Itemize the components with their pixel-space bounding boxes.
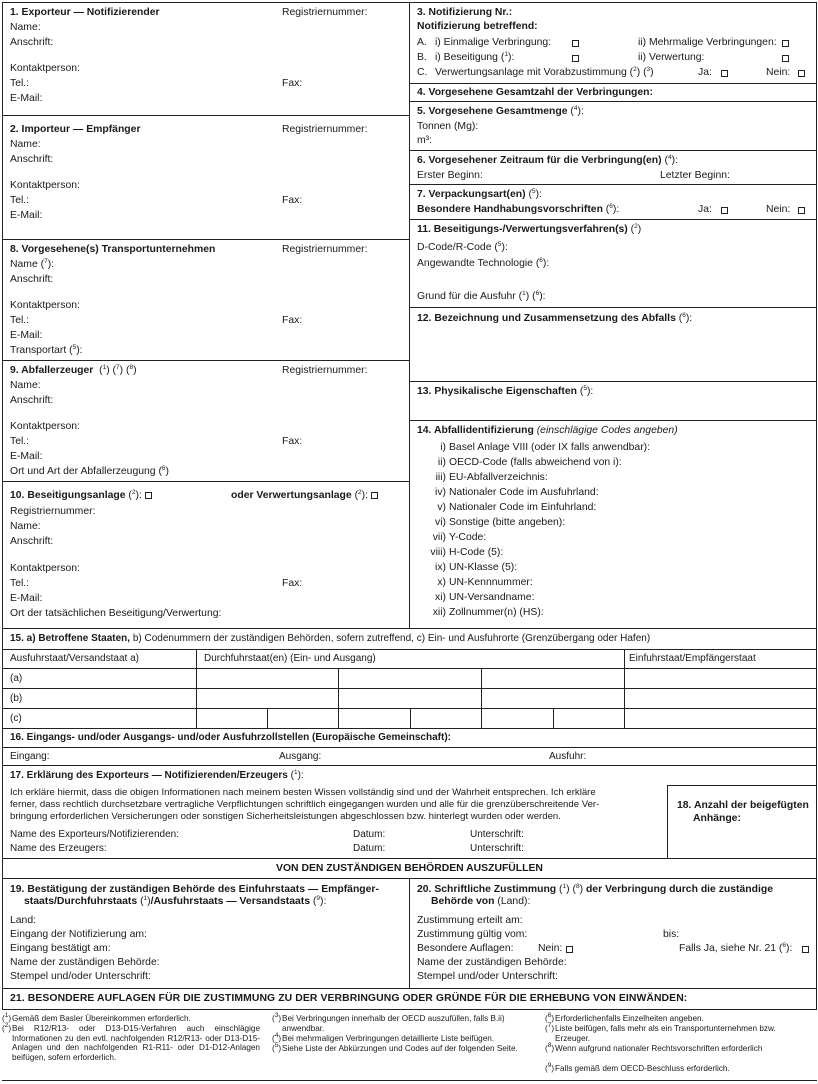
- cell-import-a[interactable]: [626, 669, 814, 687]
- pre-consented-yes-checkbox[interactable]: [721, 70, 728, 77]
- export-reason-label: Grund für die Ausfuhr: [417, 291, 516, 302]
- waste-id-item[interactable]: [410, 607, 810, 621]
- footnote-text: Bei mehrmaligen Verbringungen detaillierte Liste beifügen.: [282, 1034, 495, 1043]
- box-3-single-shipment: [435, 37, 551, 49]
- conditions-no-label: Nein:: [538, 943, 563, 954]
- footnote-text: Wenn aufgrund nationaler Rechtsvorschriften erforderlich: [555, 1044, 763, 1053]
- col-export-state: Ausfuhrstaat/Versandstaat a): [10, 653, 139, 664]
- box-7-packaging: [409, 184, 817, 220]
- box-9-fax-field[interactable]: Fax:: [282, 436, 303, 447]
- box-2-title: 2. Importeur — Empfänger: [10, 124, 141, 135]
- authority-section-banner: [2, 858, 817, 879]
- box-18-title-line2: Anhänge:: [693, 813, 741, 824]
- recovery-checkbox[interactable]: [782, 55, 789, 62]
- box-21-title: 21. BESONDERE AUFLAGEN FÜR DIE ZUSTIMMUNG ZU DER VERBRINGUNG ODER GRÜNDE FÜR DIE ERHEBUNG VON EINWÄNDEN:: [10, 993, 688, 1004]
- consent-given-field[interactable]: Zustimmung erteilt am:: [417, 915, 523, 926]
- single-shipment-label: i) Einmalige Verbringung:: [435, 37, 552, 48]
- authority-section-title: VON DEN ZUSTÄNDIGEN BEHÖRDEN AUSZUFÜLLEN: [276, 863, 543, 874]
- item-label: Nationaler Code im Ausfuhrland:: [449, 487, 599, 498]
- box-8-transport-label: Transportart: [10, 345, 67, 356]
- box-3-row-b-label: B.: [417, 52, 427, 63]
- box-20-title-line2: [431, 896, 530, 908]
- box-3-notification: [409, 2, 817, 84]
- footnote-ref: 7: [44, 258, 48, 265]
- box-1-reg-label: Registriernummer:: [282, 7, 368, 18]
- notification-received-field[interactable]: Eingang der Notifizierung am:: [10, 929, 147, 940]
- waste-id-item[interactable]: [410, 457, 810, 471]
- cell-transit-1-a[interactable]: [198, 669, 337, 687]
- box-9-title: 9. Abfallerzeuger: [10, 365, 94, 376]
- footnote-ref: 4: [667, 154, 672, 161]
- box-1-fax-field[interactable]: Fax:: [282, 78, 303, 89]
- divider: [267, 708, 268, 728]
- waste-id-item[interactable]: [410, 577, 810, 591]
- pre-consented-facility-label: Verwertungsanlage mit Vorabzustimmung ($^2$) ($^3$): [435, 66, 654, 78]
- box-20-title-line1: 20. Schriftliche Zustimmung ($^1$) ($^8$) der Verbringung durch die zuständige: [417, 883, 773, 895]
- box-8-name-label: Name: [10, 259, 38, 270]
- box-1-exporter: [2, 2, 410, 116]
- box-18-annexes[interactable]: [667, 785, 817, 859]
- footnote: ($^3$) Bei Verbringungen innerhalb der OECD auszufüllen, falls B.ii) anwendbar.: [272, 1014, 536, 1033]
- box-1-title: 1. Exporteur — Notifizierender: [10, 7, 160, 18]
- footnote-text: Liste beifügen, falls mehr als ein Transportunternehmen bzw. Erzeuger.: [555, 1024, 776, 1043]
- box-10-alt-line: oder Verwertungsanlage ($^2$):: [231, 490, 378, 502]
- export-reason-field[interactable]: Grund für die Ausfuhr ($^1$) ($^6$):: [417, 290, 546, 302]
- row-label-c: (c): [10, 713, 22, 724]
- box-4-total-shipments[interactable]: [409, 83, 817, 102]
- box-8-carrier: [2, 239, 410, 361]
- box-2-address-field[interactable]: Anschrift:: [10, 154, 54, 165]
- item-label: Basel Anlage VIII (oder IX falls anwendbar):: [449, 442, 650, 453]
- box-4-title: 4. Vorgesehene Gesamtzahl der Verbringungen:: [417, 87, 653, 98]
- footnote-ref: 6: [535, 290, 540, 297]
- box-5-total-quantity: [409, 101, 817, 151]
- conditions-yes-label: Falls Ja, siehe Nr. 21 ($^6$):: [679, 942, 793, 954]
- box-6-period: [409, 150, 817, 185]
- box-10-title: 10. Beseitigungsanlage: [10, 490, 126, 501]
- disposal-facility-checkbox[interactable]: [145, 492, 152, 499]
- stamp-signature-field[interactable]: Stempel und/oder Unterschrift:: [10, 971, 151, 982]
- footnotes: [0, 1012, 818, 1082]
- box-18-title-line1: 18. Anzahl der beigefügten: [677, 800, 809, 811]
- first-start-field[interactable]: Erster Beginn:: [417, 170, 483, 181]
- waste-id-item[interactable]: [410, 547, 810, 561]
- footnote-ref: 4: [573, 105, 578, 112]
- footnote-ref: 5: [583, 385, 587, 392]
- box-20-title-bold: Behörde von: [431, 896, 495, 907]
- item-label: UN-Klasse (5):: [449, 562, 518, 573]
- box-19-title-line1: 19. Bestätigung der zuständigen Behörde des Einfuhrstaats — Empfänger-: [10, 884, 379, 895]
- d-r-code-label: D-Code/R-Code: [417, 242, 492, 253]
- divider: [3, 747, 816, 748]
- box-10-fax-field[interactable]: Fax:: [282, 578, 303, 589]
- box-10-name-field[interactable]: Name:: [10, 521, 41, 532]
- item-label: UN-Kennnummer:: [449, 577, 533, 588]
- declaration-line: Ich erkläre hiermit, dass die obigen Informationen nach meinem besten Wissen vollständig sind und der Wahrheit entsprechen. Ich erkläre: [10, 787, 596, 798]
- box-9-origin-field[interactable]: Ort und Art der Abfallerzeugung ($^6$): [10, 465, 170, 477]
- box-20-consent: [409, 878, 817, 989]
- recovery-facility-checkbox[interactable]: [371, 492, 378, 499]
- divider: [553, 708, 554, 728]
- acknowledgement-sent-field[interactable]: Eingang bestätigt am:: [10, 943, 111, 954]
- item-label: Zollnummer(n) (HS):: [449, 607, 544, 618]
- footnote-ref: 5: [497, 241, 502, 248]
- footnote-ref: 6: [539, 257, 543, 264]
- box-14-title-line: [417, 425, 678, 437]
- declaration-line: ferner, dass rechtlich durchsetzbare vertragliche Verpflichtungen schriftlich eingegangen wurden und alle für die grenzüberschreitende Ver-: [10, 799, 600, 810]
- footnote: ($^4$) Bei mehrmaligen Verbringungen detaillierte Liste beifügen.: [272, 1034, 536, 1044]
- box-13-physical-properties[interactable]: [409, 381, 817, 421]
- box-3-subtitle: Notifizierung betreffend:: [417, 21, 538, 32]
- box-8-name-field[interactable]: Name ($^7$):: [10, 258, 55, 270]
- box-10-title-line: 10. Beseitigungsanlage ($^2$):: [10, 490, 152, 502]
- handling-yes-checkbox[interactable]: [721, 207, 728, 214]
- box-15-states: [2, 628, 817, 729]
- box-11-title: 11. Beseitigungs-/Verwertungsverfahren(s): [417, 224, 628, 235]
- footnote: ($^8$) Wenn aufgrund nationaler Rechtsvorschriften erforderlich: [545, 1044, 811, 1054]
- box-8-email-field[interactable]: E-Mail:: [10, 330, 43, 341]
- disposal-label: i) Beseitigung ($^1$):: [435, 51, 515, 63]
- box-6-title-line: 6. Vorgesehener Zeitraum für die Verbringung(en) ($^4$):: [417, 154, 678, 166]
- country-field[interactable]: Land:: [10, 915, 37, 926]
- consent-authority-name-field[interactable]: Name der zuständigen Behörde:: [417, 957, 567, 968]
- producer-signature-field[interactable]: Unterschrift:: [470, 843, 524, 854]
- box-8-address-field[interactable]: Anschrift:: [10, 274, 54, 285]
- pre-consented-no-label: Nein:: [766, 67, 791, 78]
- box-8-title: 8. Vorgesehene(s) Transportunternehmen: [10, 244, 216, 255]
- item-number: xi): [435, 592, 446, 603]
- item-number: viii): [430, 547, 446, 558]
- box-5-title: 5. Vorgesehene Gesamtmenge: [417, 106, 568, 117]
- item-label: H-Code (5):: [449, 547, 504, 558]
- box-3-row-c-label: C.: [417, 67, 428, 78]
- footnote-ref: 7: [116, 364, 120, 371]
- item-number: vi): [435, 517, 446, 528]
- box-3-title: 3. Notifizierung Nr.:: [417, 7, 513, 18]
- divider: [338, 668, 339, 728]
- cell-transit-3-a[interactable]: [483, 669, 623, 687]
- box-9-producer: [2, 360, 410, 482]
- footnote-text: Gemäß dem Basler Übereinkommen erforderlich.: [12, 1014, 191, 1023]
- consent-stamp-signature-field[interactable]: Stempel und/oder Unterschrift:: [417, 971, 558, 982]
- bottom-rule: [2, 1080, 817, 1081]
- multiple-shipments-label: ii) Mehrmalige Verbringungen:: [638, 37, 777, 48]
- footnote: ($^7$) Liste beifügen, falls mehr als ein Transportunternehmen bzw. Erzeuger.: [545, 1024, 811, 1043]
- item-number: x): [437, 577, 446, 588]
- recovery-label: ii) Verwertung:: [638, 52, 705, 63]
- box-6-title: 6. Vorgesehener Zeitraum für die Verbringung(en): [417, 155, 662, 166]
- footnote: ($^5$) Siehe Liste der Abkürzungen und Codes auf der folgenden Seite.: [272, 1044, 536, 1054]
- box-10-email-field[interactable]: E-Mail:: [10, 593, 43, 604]
- declaration-line: bringung erforderlichen Versicherungen oder sonstigen Sicherheitsleistungen abgeschlossen bzw. hinterlegt wurden oder werden.: [10, 811, 561, 822]
- box-1-address-field[interactable]: Anschrift:: [10, 37, 54, 48]
- exporter-date-field[interactable]: Datum:: [353, 829, 386, 840]
- box-14-title: 14. Abfallidentifizierung: [417, 425, 534, 436]
- footnote-text: Erforderlichenfalls Einzelheiten angeben.: [555, 1014, 704, 1023]
- handling-yes-label: Ja:: [698, 204, 712, 215]
- exporter-name-field[interactable]: Name des Exporteurs/Notifizierenden:: [10, 829, 179, 840]
- box-2-reg-label: Registriernummer:: [282, 124, 368, 135]
- box-15-title-line: [10, 633, 650, 645]
- box-9-address-field[interactable]: Anschrift:: [10, 395, 54, 406]
- pre-consented-yes-label: Ja:: [698, 67, 712, 78]
- box-12-composition[interactable]: [409, 307, 817, 382]
- box-10-contact-field[interactable]: Kontaktperson:: [10, 563, 80, 574]
- box-3-row-a-label: A.: [417, 37, 427, 48]
- exporter-signature-field[interactable]: Unterschrift:: [470, 829, 524, 840]
- pre-consented-no-checkbox[interactable]: [798, 70, 805, 77]
- footnote-ref: 6: [609, 203, 613, 210]
- item-number: xii): [432, 607, 446, 618]
- item-number: ix): [435, 562, 446, 573]
- footnote-ref: 2: [131, 489, 136, 496]
- single-shipment-checkbox[interactable]: [572, 40, 579, 47]
- box-19-acknowledgement: [2, 878, 410, 989]
- box-2-email-field[interactable]: E-Mail:: [10, 210, 43, 221]
- item-number: iii): [435, 472, 446, 483]
- item-label: Sonstige (bitte angeben):: [449, 517, 566, 528]
- box-14-hint: (einschlägige Codes angeben): [536, 425, 678, 436]
- footnote: ($^6$) Erforderlichenfalls Einzelheiten angeben.: [545, 1014, 811, 1024]
- item-label: EU-Abfallverzeichnis:: [449, 472, 548, 483]
- producer-name-field[interactable]: Name des Erzeugers:: [10, 843, 107, 854]
- item-label: UN-Versandname:: [449, 592, 535, 603]
- divider: [481, 668, 482, 728]
- footnote: ($^2$) Bei R12/R13- oder D13-D15-Verfahren auch einschlägige Informationen zu den evtl. nachfolgenden R12/R13- oder D13-D15-Anlagen und den nachfolgenden R1-R11- oder D1-D12-Anlagen beifügen, sofern erforderlich.: [2, 1022, 260, 1062]
- waste-id-item[interactable]: [410, 442, 810, 456]
- box-10-reg-field[interactable]: Registriernummer:: [10, 506, 96, 517]
- authority-name-field[interactable]: Name der zuständigen Behörde:: [10, 957, 160, 968]
- cell-transit-2-a[interactable]: [340, 669, 480, 687]
- box-2-tel-field[interactable]: Tel.:: [10, 195, 30, 206]
- box-10-tel-field[interactable]: Tel.:: [10, 578, 30, 589]
- waste-id-item[interactable]: [410, 487, 810, 501]
- box-2-fax-field[interactable]: Fax:: [282, 195, 303, 206]
- row-label-b: (b): [10, 693, 23, 704]
- footnote-ref: 1: [102, 364, 107, 371]
- producer-date-field[interactable]: Datum:: [353, 843, 386, 854]
- box-8-transport-field[interactable]: Transportart ($^5$):: [10, 344, 83, 356]
- waste-id-item[interactable]: [410, 472, 810, 486]
- box-12-title: 12. Bezeichnung und Zusammensetzung des Abfalls: [417, 313, 676, 324]
- box-8-tel-field[interactable]: Tel.:: [10, 315, 30, 326]
- box-10-facility: [2, 481, 410, 629]
- footnote-ref: 6: [161, 465, 166, 472]
- footnote-ref: 6: [682, 312, 686, 319]
- box-13-title-line: 13. Physikalische Eigenschaften ($^5$):: [417, 385, 594, 397]
- divider: [196, 649, 197, 728]
- footnote-ref: 5: [72, 344, 77, 351]
- box-17-title-line: 17. Erklärung des Exporteurs — Notifizierenden/Erzeugers ($^1$):: [10, 769, 304, 781]
- box-17-title: 17. Erklärung des Exporteurs — Notifizierenden/Erzeugers: [10, 770, 288, 781]
- footnote-text: Siehe Liste der Abkürzungen und Codes auf der folgenden Seite.: [282, 1044, 518, 1053]
- col-import-state: Einfuhrstaat/Empfängerstaat: [629, 653, 756, 664]
- handling-no-checkbox[interactable]: [798, 207, 805, 214]
- box-9-contact-field[interactable]: Kontaktperson:: [10, 421, 80, 432]
- entry-office-field[interactable]: Eingang:: [10, 751, 50, 762]
- box-1-email-field[interactable]: E-Mail:: [10, 93, 43, 104]
- divider: [3, 688, 816, 689]
- handling-line: Besondere Handhabungsvorschriften ($^6$):: [417, 203, 620, 215]
- box-1-name-field[interactable]: Name:: [10, 22, 41, 33]
- box-2-contact-field[interactable]: Kontaktperson:: [10, 180, 80, 191]
- box-12-title-line: 12. Bezeichnung und Zusammensetzung des Abfalls ($^6$):: [417, 312, 693, 324]
- disposal-checkbox[interactable]: [572, 55, 579, 62]
- box-9-name-field[interactable]: Name:: [10, 380, 41, 391]
- consent-valid-to-field[interactable]: bis:: [663, 929, 680, 940]
- box-2-name-field[interactable]: Name:: [10, 139, 41, 150]
- box-9-origin-label: Ort und Art der Abfallerzeugung: [10, 466, 156, 477]
- item-number: i): [440, 442, 446, 453]
- handling-label: Besondere Handhabungsvorschriften: [417, 204, 603, 215]
- box-11-operations: [409, 219, 817, 308]
- col-transit-states: Durchfuhrstaat(en) (Ein- und Ausgang): [204, 653, 376, 664]
- waste-id-item[interactable]: [410, 502, 810, 516]
- footnote-text: Bei Verbringungen innerhalb der OECD auszufüllen, falls B.ii) anwendbar.: [282, 1014, 505, 1033]
- footnote-ref: 5: [531, 188, 536, 195]
- multiple-shipments-checkbox[interactable]: [782, 40, 789, 47]
- box-1-tel-field[interactable]: Tel.:: [10, 78, 30, 89]
- technology-field[interactable]: Angewandte Technologie ($^6$):: [417, 257, 550, 269]
- footnote: ($^9$) Falls gemäß dem OECD-Beschluss erforderlich.: [545, 1064, 811, 1074]
- item-label: Y-Code:: [449, 532, 487, 543]
- item-number: v): [437, 502, 446, 513]
- consent-valid-from-field[interactable]: Zustimmung gültig vom:: [417, 929, 528, 940]
- conditions-yes-checkbox[interactable]: [802, 946, 809, 953]
- box-10-address-field[interactable]: Anschrift:: [10, 536, 54, 547]
- divider: [3, 649, 816, 650]
- box-8-contact-field[interactable]: Kontaktperson:: [10, 300, 80, 311]
- export-office-field[interactable]: Ausfuhr:: [549, 751, 587, 762]
- conditions-label: Besondere Auflagen:: [417, 943, 514, 954]
- box-16-customs: [2, 728, 817, 766]
- box-9-reg-label: Registriernummer:: [282, 365, 368, 376]
- item-label: Nationaler Code im Einfuhrland:: [449, 502, 597, 513]
- d-r-code-field[interactable]: D-Code/R-Code ($^5$):: [417, 241, 508, 253]
- box-13-title: 13. Physikalische Eigenschaften: [417, 386, 577, 397]
- footnote-ref: 1: [293, 769, 298, 776]
- box-19-title-line2: staats/Durchfuhrstaats ($^1$)/Ausfuhrstaats — Versandstaats ($^9$):: [24, 895, 327, 907]
- box-10-location-field[interactable]: Ort der tatsächlichen Beseitigung/Verwertung:: [10, 608, 222, 619]
- waste-id-item[interactable]: [410, 562, 810, 576]
- item-number: vii): [432, 532, 446, 543]
- last-start-field[interactable]: Letzter Beginn:: [660, 170, 730, 181]
- handling-no-label: Nein:: [766, 204, 791, 215]
- divider: [624, 649, 625, 728]
- waste-id-item[interactable]: [410, 517, 810, 531]
- box-8-reg-label: Registriernummer:: [282, 244, 368, 255]
- tonnes-field[interactable]: Tonnen (Mg):: [417, 121, 479, 132]
- box-2-importer: [2, 115, 410, 240]
- divider: [410, 708, 411, 728]
- box-8-fax-field[interactable]: Fax:: [282, 315, 303, 326]
- cubic-meters-field[interactable]: m³:: [417, 135, 433, 146]
- item-number: iv): [435, 487, 446, 498]
- box-9-email-field[interactable]: E-Mail:: [10, 451, 43, 462]
- box-20-title-rest: (Land):: [497, 896, 531, 907]
- footnote-ref: 1: [522, 290, 526, 297]
- footnote-ref: 2: [358, 489, 362, 496]
- footnote-ref: 8: [129, 364, 134, 371]
- box-11-title-line: 11. Beseitigungs-/Verwertungsverfahren(s) ($^2$): [417, 223, 642, 235]
- cell-export-a[interactable]: [31, 669, 195, 687]
- waste-id-item[interactable]: [410, 592, 810, 606]
- box-1-contact-field[interactable]: Kontaktperson:: [10, 63, 80, 74]
- item-label: OECD-Code (falls abweichend von i):: [449, 457, 622, 468]
- box-5-title-line: 5. Vorgesehene Gesamtmenge ($^4$):: [417, 105, 584, 117]
- item-number: ii): [437, 457, 446, 468]
- box-14-waste-id: [409, 420, 817, 629]
- box-15-title-rest: b) Codenummern der zuständigen Behörden, sofern zutreffend, c) Ein- und Ausfuhrorte (Grenzübergang oder Hafen): [132, 633, 651, 644]
- box-9-title-line: 9. Abfallerzeuger ($^1$) ($^7$) ($^8$): [10, 364, 137, 376]
- technology-label: Angewandte Technologie: [417, 258, 533, 269]
- row-label-a: (a): [10, 673, 23, 684]
- box-16-title: 16. Eingangs- und/oder Ausgangs- und/oder Ausfuhrzollstellen (Europäische Gemeinschaft):: [10, 732, 451, 743]
- conditions-no-checkbox[interactable]: [566, 946, 573, 953]
- box-7-title-line: 7. Verpackungsart(en) ($^5$):: [417, 188, 542, 200]
- box-7-title: 7. Verpackungsart(en): [417, 189, 526, 200]
- footnote: ($^1$) Gemäß dem Basler Übereinkommen erforderlich.: [2, 1014, 260, 1024]
- box-15-title: 15. a) Betroffene Staaten,: [10, 633, 131, 644]
- exit-office-field[interactable]: Ausgang:: [279, 751, 322, 762]
- waste-id-item[interactable]: [410, 532, 810, 546]
- footnote-text: Falls gemäß dem OECD-Beschluss erforderlich.: [555, 1064, 730, 1073]
- box-21-conditions[interactable]: [2, 988, 817, 1010]
- box-9-tel-field[interactable]: Tel.:: [10, 436, 30, 447]
- footnote-text: Bei R12/R13- oder D13-D15-Verfahren auch einschlägige Informationen zu den evtl. nachfolgenden R12/R13- oder D13-D15-Anlagen und den nachfolgenden R1-R11- oder D1-D12-Anlagen beifügen, sofern erforderlich.: [12, 1024, 260, 1062]
- box-10-alt-title: oder Verwertungsanlage: [231, 490, 352, 501]
- footnote-ref: 2: [634, 223, 638, 230]
